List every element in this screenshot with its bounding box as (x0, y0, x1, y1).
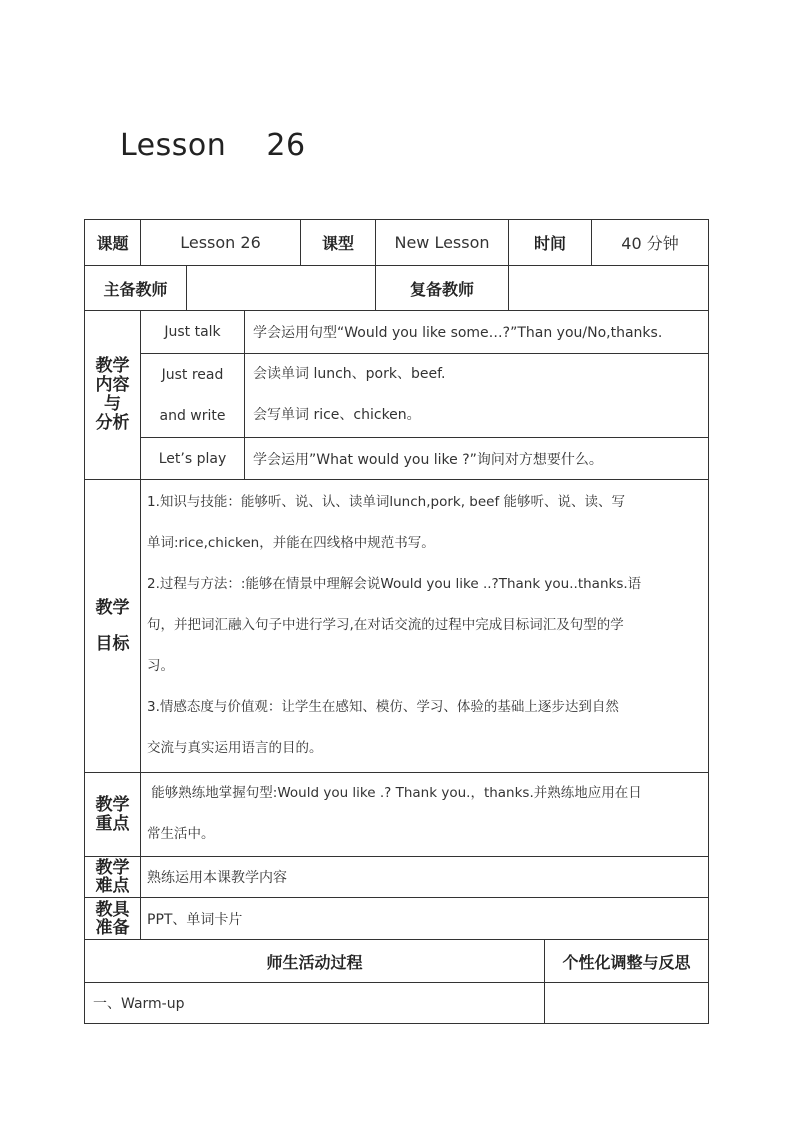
objective-line: 2.过程与方法：:能够在情景中理解会说Would you like ..?Thank you..thanks.语 (147, 576, 642, 592)
section-just-read-write (140, 353, 245, 438)
content-analysis-label: 教学 内容 与 分析 (95, 356, 130, 433)
key-points-line: 常生活中。 (147, 826, 215, 842)
objectives-label-cell (84, 479, 141, 773)
objective-line: 单词:rice,chicken，并能在四线格中规范书写。 (147, 535, 435, 551)
warmup-step: 一、Warm-up (84, 982, 545, 1024)
content-analysis-label-cell (84, 310, 141, 480)
objective-line: 交流与真实运用语言的目的。 (147, 740, 323, 756)
type-label: 课型 (300, 219, 376, 266)
time-label: 时间 (508, 219, 592, 266)
section-lets-play: Let’s play (140, 437, 245, 480)
process-reflection-header: 个性化调整与反思 (544, 939, 709, 983)
lets-play-line: 学会运用”What would you like ?”询问对方想要什么。 (253, 451, 603, 468)
section-just-talk: Just talk (140, 310, 245, 354)
section-just-read-write-label: Just read and write (159, 366, 226, 424)
main-teacher-value (186, 265, 376, 311)
just-talk-content (244, 310, 709, 354)
teaching-aids-label: 教具 准备 (95, 899, 130, 938)
just-read-write-content (244, 353, 709, 438)
key-points-label-cell (84, 772, 141, 857)
lets-play-content (244, 437, 709, 480)
difficulties-label: 教学 难点 (95, 858, 130, 896)
page-title: Lesson 26 (120, 128, 306, 163)
difficulties-label-cell (84, 856, 141, 898)
just-read-write-line-2: 会写单词 rice、chicken。 (253, 407, 421, 423)
key-points-content (140, 772, 709, 857)
objective-line: 习。 (147, 658, 174, 674)
review-teacher-value (508, 265, 709, 311)
teaching-aids-value: PPT、单词卡片 (140, 897, 709, 940)
main-teacher-label: 主备教师 (84, 265, 187, 311)
key-points-label: 教学 重点 (95, 794, 130, 834)
just-read-write-line-1: 会读单词 lunch、pork、beef. (253, 366, 446, 382)
objectives-content (140, 479, 709, 773)
warmup-reflection (544, 982, 709, 1024)
objective-line: 3.情感态度与价值观：让学生在感知、模仿、学习、体验的基础上逐步达到自然 (147, 699, 619, 715)
difficulties-value: 熟练运用本课教学内容 (140, 856, 709, 898)
teaching-aids-label-cell (84, 897, 141, 940)
process-activity-header: 师生活动过程 (84, 939, 545, 983)
objective-line: 1.知识与技能：能够听、说、认、读单词lunch,pork, beef 能够听、说、读、写 (147, 494, 626, 510)
objective-line: 句，并把词汇融入句子中进行学习,在对话交流的过程中完成目标词汇及句型的学 (147, 617, 624, 633)
objectives-label: 教学 目标 (95, 598, 130, 654)
time-value: 40 分钟 (591, 219, 709, 266)
type-value: New Lesson (375, 219, 509, 266)
review-teacher-label: 复备教师 (375, 265, 509, 311)
topic-value: Lesson 26 (140, 219, 301, 266)
just-talk-line: 学会运用句型“Would you like some…?”Than you/No,thanks. (253, 325, 663, 341)
key-points-line: 能够熟练地掌握句型:Would you like .? Thank you.，thanks.并熟练地应用在日 (147, 785, 642, 801)
topic-label: 课题 (84, 219, 141, 266)
